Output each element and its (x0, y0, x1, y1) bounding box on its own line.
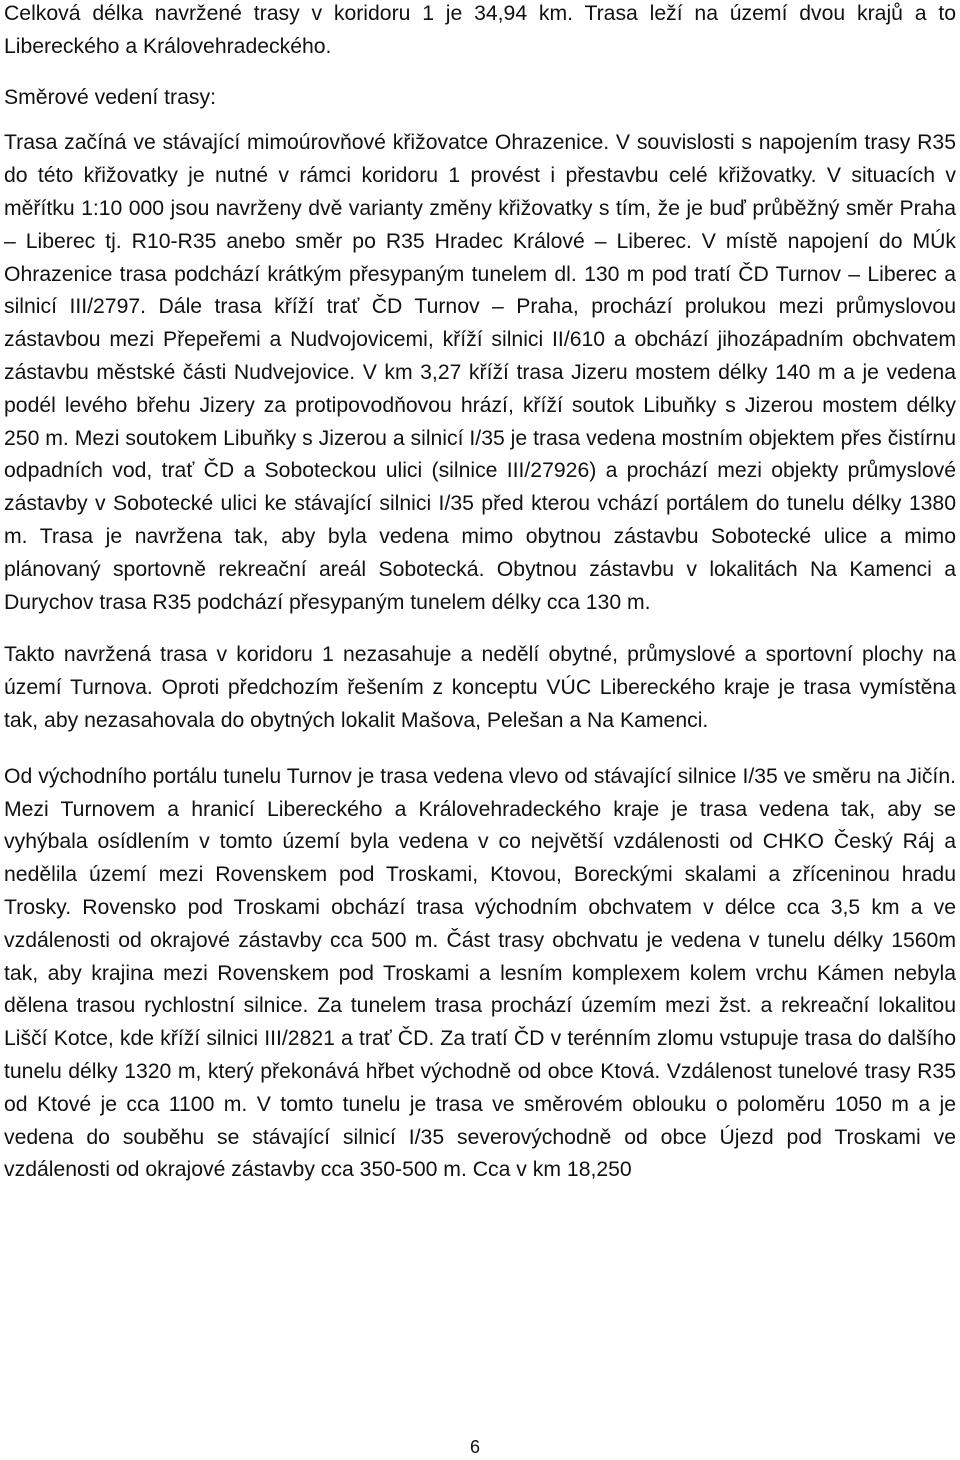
section-heading: Směrové vedení trasy: (4, 85, 216, 109)
intro-paragraph: Celková délka navržené trasy v koridoru 1 je 34,94 km. Trasa leží na území dvou krajů a to Libereckého a Královehradeckého. (4, 2, 956, 58)
turnov-paragraph: Takto navržená trasa v koridoru 1 nezasahuje a nedělí obytné, průmyslové a sportovní plochy na území Turnova. Oproti předchozím řešením z konceptu VÚC Libereckého kraje je trasa vymístěna tak, aby nezasahovala do obytných lokalit Mašova, Pelešan a Na Kamenci. (4, 643, 956, 732)
route-description-paragraph: Trasa začíná ve stávající mimoúrovňové křižovatce Ohrazenice. V souvislosti s napojením trasy R35 do této křižovatky je nutné v rámci koridoru 1 provést i přestavbu celé křižovatky. V situacích v měřítku 1:10 000 jsou navrženy dvě varianty změny křižovatky s tím, že je buď průběžný směr Praha – Liberec tj. R10-R35 anebo směr po R35 Hradec Králové – Liberec. V místě napojení do MÚk Ohrazenice trasa podchází krátkým přesypaným tunelem dl. 130 m pod tratí ČD Turnov – Liberec a silnicí III/2797. Dále trasa kříží trať ČD Turnov – Praha, prochází prolukou mezi průmyslovou zástavbou mezi Přepeřemi a Nudvojovicemi, kříží silnici II/610 a obchází jihozápadním obchvatem zástavbu městské části Nudvejovice. V km 3,27 kříží trasa Jizeru mostem délky 140 m a je vedena podél levého břehu Jizery za protipovodňovou hrází, kříží soutok Libuňky s Jizerou mostem délky 250 m. Mezi soutokem Libuňky s Jizerou a silnicí I/35 je trasa vedena mostním objektem přes čistírnu odpadních vod, trať ČD a Soboteckou ulici (silnice III/27926) a prochází mezi objekty průmyslové zástavby v Sobotecké ulici ke stávající silnici I/35 před kterou vchází portálem do tunelu délky 1380 m. Trasa je navržena tak, aby byla vedena mimo obytnou zástavbu Sobotecké ulice a mimo plánovaný sportovně rekreační areál Sobotecká. Obytnou zástavbu v lokalitách Na Kamenci a Durychov trasa R35 podchází přesypaným tunelem délky cca 130 m. (4, 131, 956, 614)
document-page (4, 0, 956, 1460)
page-number: 6 (470, 1437, 481, 1457)
east-portal-paragraph: Od východního portálu tunelu Turnov je trasa vedena vlevo od stávající silnice I/35 ve směru na Jičín. Mezi Turnovem a hranicí Libereckého a Královehradeckého kraje je trasa vedena tak, aby se vyhýbala osídlením v tomto území byla vedena v co největší vzdálenosti od CHKO Český Ráj a nedělila území mezi Rovenskem pod Troskami, Ktovou, Boreckými skalami a zříceninou hradu Trosky. Rovensko pod Troskami obchází trasa východním obchvatem v délce cca 3,5 km a ve vzdálenosti od okrajové zástavby cca 500 m. Část trasy obchvatu je vedena v tunelu délky 1560m tak, aby krajina mezi Rovenskem pod Troskami a lesním komplexem kolem vrchu Kámen nebyla dělena trasou rychlostní silnice. Za tunelem trasa prochází územím mezi žst. a rekreační lokalitou Liščí Kotce, kde kříží silnici III/2821 a trať ČD. Za tratí ČD v terénním zlomu vstupuje trasa do dalšího tunelu délky 1320 m, který překonává hřbet východně od obce Ktová. Vzdálenost tunelové trasy R35 od Ktové je cca 1100 m. V tomto tunelu je trasa ve směrovém oblouku o poloměru 1050 m a je vedena do souběhu se stávající silnicí I/35 severovýchodně od obce Újezd pod Troskami ve vzdálenosti od okrajové zástavby cca 350-500 m. Cca v km 18,250 (4, 764, 956, 1182)
